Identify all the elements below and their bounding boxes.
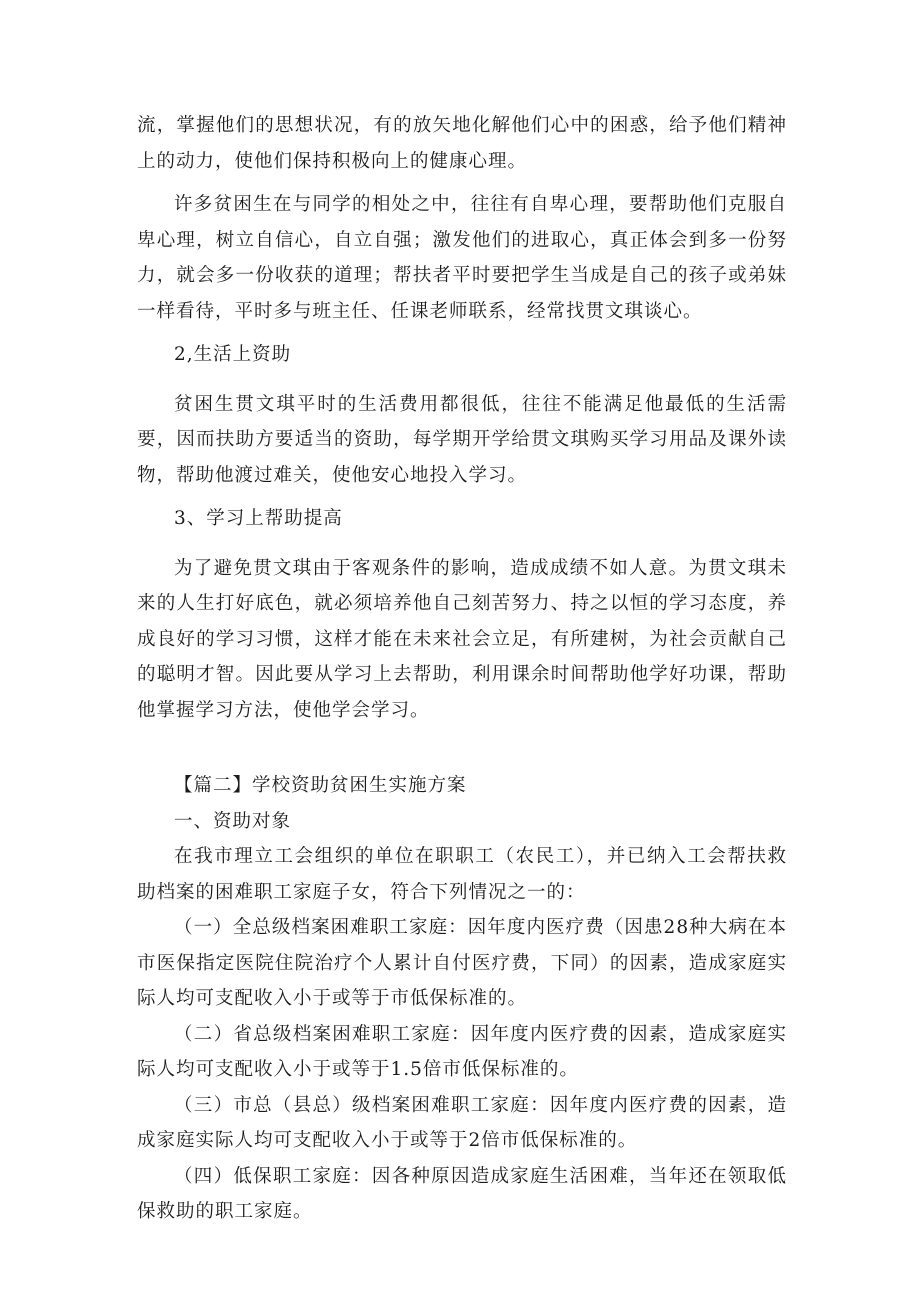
section-title: 【篇二】学校资助贫困生实施方案 <box>174 775 467 796</box>
heading-living-aid: 2,生活上资助 <box>174 344 292 365</box>
heading-study-aid: 3、学习上帮助提高 <box>174 508 343 529</box>
list-item-3: （三）市总（县总）级档案困难职工家庭：因年度内医疗费的因素，造成家庭实际人均可支配收入小于或等于2倍市低保标准的。 <box>137 1094 787 1151</box>
paragraph-continuation: 流，掌握他们的思想状况，有的放矢地化解他们心中的困惑，给予他们精神上的动力，使他们保持积极向上的健康心理。 <box>137 115 787 172</box>
subheading-aid-targets: 一、资助对象 <box>174 810 292 832</box>
paragraph-aid-targets: 在我市理立工会组织的单位在职职工（农民工），并已纳入工会帮扶救助档案的困难职工家庭子女，符合下列情况之一的： <box>137 846 787 903</box>
paragraph-study-aid: 为了避免贯文琪由于客观条件的影响，造成成绩不如人意。为贯文琪未来的人生打好底色，就必须培养他自己刻苦努力、持之以恒的学习态度，养成良好的学习习惯，这样才能在未来社会立足，有所建树，为社会贡献自己的聪明才智。因此要从学习上去帮助，利用课余时间帮助他学好功课，帮助他掌握学习方法，使他学会学习。 <box>137 557 787 721</box>
paragraph-self-esteem: 许多贫困生在与同学的相处之中，往往有自卑心理，要帮助他们克服自卑心理，树立自信心，自立自强；激发他们的进取心，真正体会到多一份努力，就会多一份收获的道理；帮扶者平时要把学生当成是自己的孩子或弟妹一样看待，平时多与班主任、任课老师联系，经常找贯文琪谈心。 <box>137 194 787 322</box>
document-body <box>137 108 787 1230</box>
list-item-4: （四）低保职工家庭：因各种原因造成家庭生活困难，当年还在领取低保救助的职工家庭。 <box>137 1165 787 1222</box>
paragraph-living-aid: 贫困生贯文琪平时的生活费用都很低，往往不能满足他最低的生活需要，因而扶助方要适当的资助，每学期开学给贯文琪购买学习用品及课外读物，帮助他渡过难关，使他安心地投入学习。 <box>137 393 787 486</box>
list-item-1: （一）全总级档案困难职工家庭：因年度内医疗费（因患28种大病在本市医保指定医院住院治疗个人累计自付医疗费，下同）的因素，造成家庭实际人均可支配收入小于或等于市低保标准的。 <box>137 917 787 1009</box>
list-item-2: （二）省总级档案困难职工家庭：因年度内医疗费的因素，造成家庭实际人均可支配收入小于或等于1.5倍市低保标准的。 <box>137 1023 787 1080</box>
